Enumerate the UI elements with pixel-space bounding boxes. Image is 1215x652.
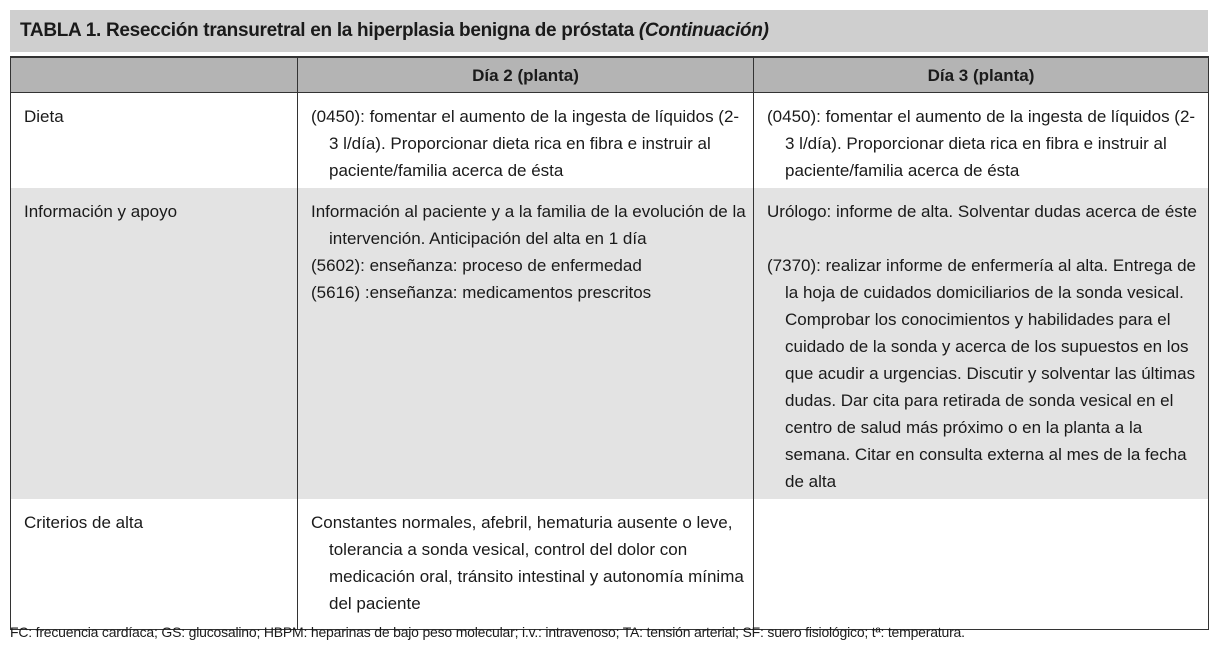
table-row-criterios — [11, 499, 1209, 630]
row-label: Criterios de alta — [11, 499, 298, 630]
cell-day-3 — [754, 499, 1209, 630]
row-label: Información y apoyo — [11, 188, 298, 499]
table-title — [10, 10, 1208, 52]
cell-day-2 — [298, 188, 754, 499]
cell-paragraph: Constantes normales, afebril, hematuria ausente o leve, tolerancia a sonda vesical, control del dolor con medicación oral, tránsito intestinal y autonomía mínima del paciente — [311, 513, 744, 613]
table-title-text: TABLA 1. Resección transuretral en la hiperplasia benigna de próstata — [20, 20, 634, 41]
table-row-dieta — [11, 93, 1209, 189]
column-header-day-2: Día 2 (planta) — [298, 57, 754, 93]
table-header-row — [11, 57, 1209, 93]
cell-paragraph: (0450): fomentar el aumento de la ingesta de líquidos (2-3 l/día). Proporcionar dieta rica en fibra e instruir al paciente/familia acerca de ésta — [767, 107, 1196, 180]
table-row-informacion — [11, 188, 1209, 499]
table-title-continuation: (Continuación) — [638, 20, 769, 41]
column-header-blank — [11, 57, 298, 93]
cell-day-2 — [298, 93, 754, 189]
cell-paragraph: (7370): realizar informe de enfermería al alta. Entrega de la hoja de cuidados domiciliarios de la sonda vesical. Comprobar los conocimientos y habilidades para el cuidado de la sonda y acerca de los supuestos en los que acudir a urgencias. Discutir y solventar las últimas dudas. Dar cita para retirada de sonda vesical en el centro de salud más próximo o en la planta a la semana. Citar en consulta externa al mes de la fecha de alta — [767, 256, 1197, 491]
row-label: Dieta — [11, 93, 298, 189]
cell-paragraph: (5602): enseñanza: proceso de enfermedad — [311, 256, 642, 275]
cell-paragraph: Información al paciente y a la familia de la evolución de la intervención. Anticipación del alta en 1 día — [311, 202, 746, 248]
table-footnote: FC: frecuencia cardíaca; GS: glucosalino; HBPM: heparinas de bajo peso molecular; i.v.: intravenoso; TA: tensión arterial; SF: suero fisiológico; tª: temperatura. — [10, 624, 965, 640]
care-plan-table — [10, 56, 1209, 630]
cell-paragraph: (0450): fomentar el aumento de la ingesta de líquidos (2-3 l/día). Proporcionar dieta rica en fibra e instruir al paciente/familia acerca de ésta — [311, 107, 740, 180]
cell-day-2 — [298, 499, 754, 630]
cell-paragraph: Urólogo: informe de alta. Solventar dudas acerca de éste — [767, 202, 1197, 221]
cell-day-3 — [754, 188, 1209, 499]
column-header-day-3: Día 3 (planta) — [754, 57, 1209, 93]
cell-paragraph: (5616) :enseñanza: medicamentos prescritos — [311, 283, 652, 302]
cell-day-3 — [754, 93, 1209, 189]
